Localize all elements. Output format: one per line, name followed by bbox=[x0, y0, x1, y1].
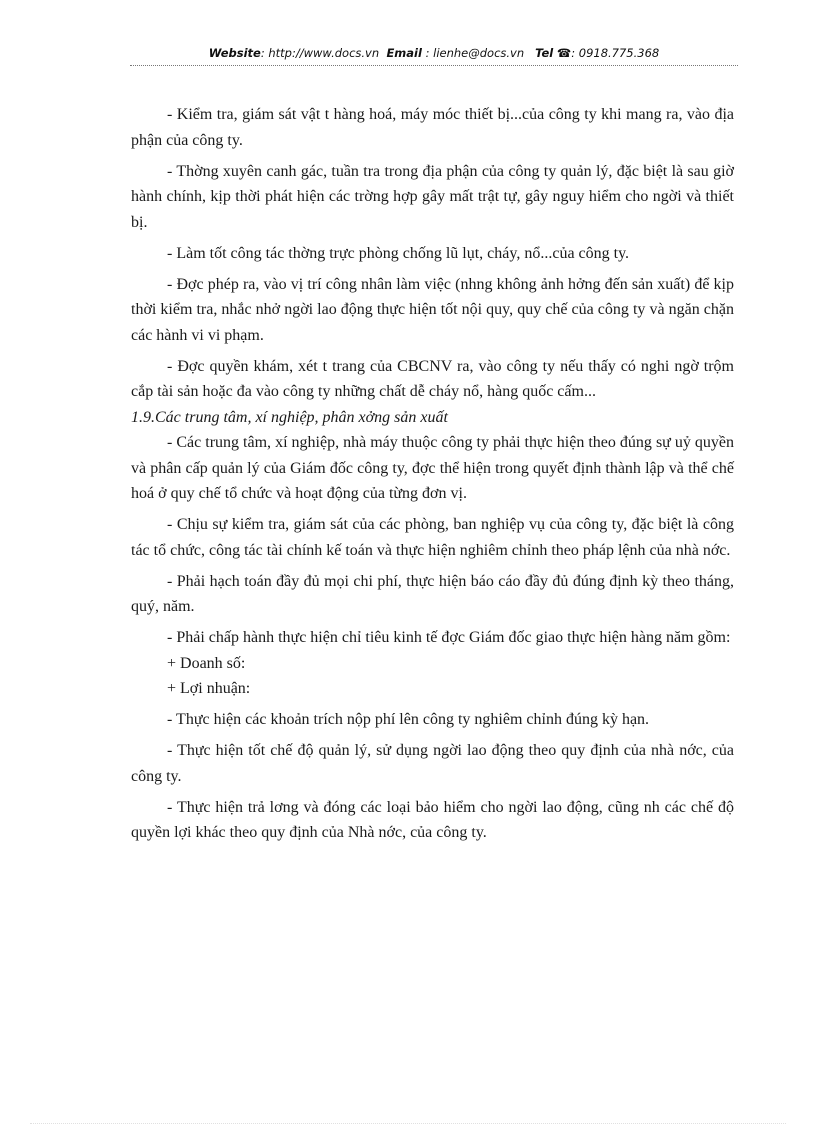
paragraph: - Thực hiện trả lơng và đóng các loại bảo hiểm cho ngời lao động, cũng nh các chế độ quyền lợi khác theo quy định của Nhà nớc, của công ty. bbox=[131, 798, 734, 841]
tel-label: Tel bbox=[535, 46, 554, 60]
paragraph: - Làm tốt công tác thờng trực phòng chống lũ lụt, cháy, nổ...của công ty. bbox=[167, 244, 630, 262]
email-value[interactable]: : lienhe@docs.vn bbox=[425, 46, 525, 60]
paragraph: - Thờng xuyên canh gác, tuần tra trong địa phận của công ty quản lý, đặc biệt là sau giờ hành chính, kịp thời phát hiện các trờng hợp gây mất trật tự, gây nguy hiểm cho ngời và thiết bị. bbox=[131, 162, 734, 231]
paragraph: - Thực hiện các khoản trích nộp phí lên công ty nghiêm chỉnh đúng kỳ hạn. bbox=[167, 711, 650, 728]
list-item-revenue: + Doanh số: bbox=[167, 654, 246, 672]
section-heading: 1.9.Các trung tâm, xí nghiệp, phân xởng sản xuất bbox=[131, 408, 448, 426]
tel-value: : 0918.775.368 bbox=[571, 46, 660, 60]
header-divider bbox=[130, 65, 738, 66]
list-item-profit: + Lợi nhuận: bbox=[167, 680, 251, 697]
page-header bbox=[130, 46, 738, 60]
website-label: Website bbox=[208, 46, 261, 60]
paragraph: - Đợc phép ra, vào vị trí công nhân làm việc (nhng không ảnh hởng đến sản xuất) để kịp thời kiểm tra, nhắc nhở ngời lao động thực hiện tốt nội quy, quy chế của công ty và ngăn chặn các hành vi vi phạm. bbox=[131, 275, 734, 344]
paragraph: - Kiểm tra, giám sát vật t hàng hoá, máy móc thiết bị...của công ty khi mang ra, vào địa phận của công ty. bbox=[131, 106, 734, 149]
paragraph: - Các trung tâm, xí nghiệp, nhà máy thuộc công ty phải thực hiện theo đúng sự uỷ quyền và phân cấp quản lý của Giám đốc công ty, đợc thể hiện trong quyết định thành lập và thể chế hoá ở quy chế tổ chức và hoạt động của từng đơn vị. bbox=[131, 434, 734, 502]
email-label: Email bbox=[386, 46, 422, 60]
phone-icon: ☎ bbox=[556, 46, 572, 60]
website-value[interactable]: : http://www.docs.vn bbox=[260, 46, 380, 60]
paragraph: - Thực hiện tốt chế độ quản lý, sử dụng ngời lao động theo quy định của nhà nớc, của công ty. bbox=[131, 742, 734, 785]
paragraph: - Phải hạch toán đầy đủ mọi chi phí, thực hiện báo cáo đầy đủ đúng định kỳ theo tháng, quý, năm. bbox=[131, 572, 734, 615]
document-body bbox=[131, 102, 734, 851]
paragraph: - Phải chấp hành thực hiện chỉ tiêu kinh tế đợc Giám đốc giao thực hiện hàng năm gồm: bbox=[167, 629, 731, 646]
paragraph: - Đợc quyền khám, xét t trang của CBCNV ra, vào công ty nếu thấy có nghi ngờ trộm cắp tài sản hoặc đa vào công ty những chất dễ cháy nổ, hàng quốc cấm... bbox=[131, 357, 734, 400]
paragraph: - Chịu sự kiểm tra, giám sát của các phòng, ban nghiệp vụ của công ty, đặc biệt là công tác tổ chức, công tác tài chính kế toán và thực hiện nghiêm chỉnh theo pháp lệnh của nhà nớc. bbox=[131, 516, 734, 559]
